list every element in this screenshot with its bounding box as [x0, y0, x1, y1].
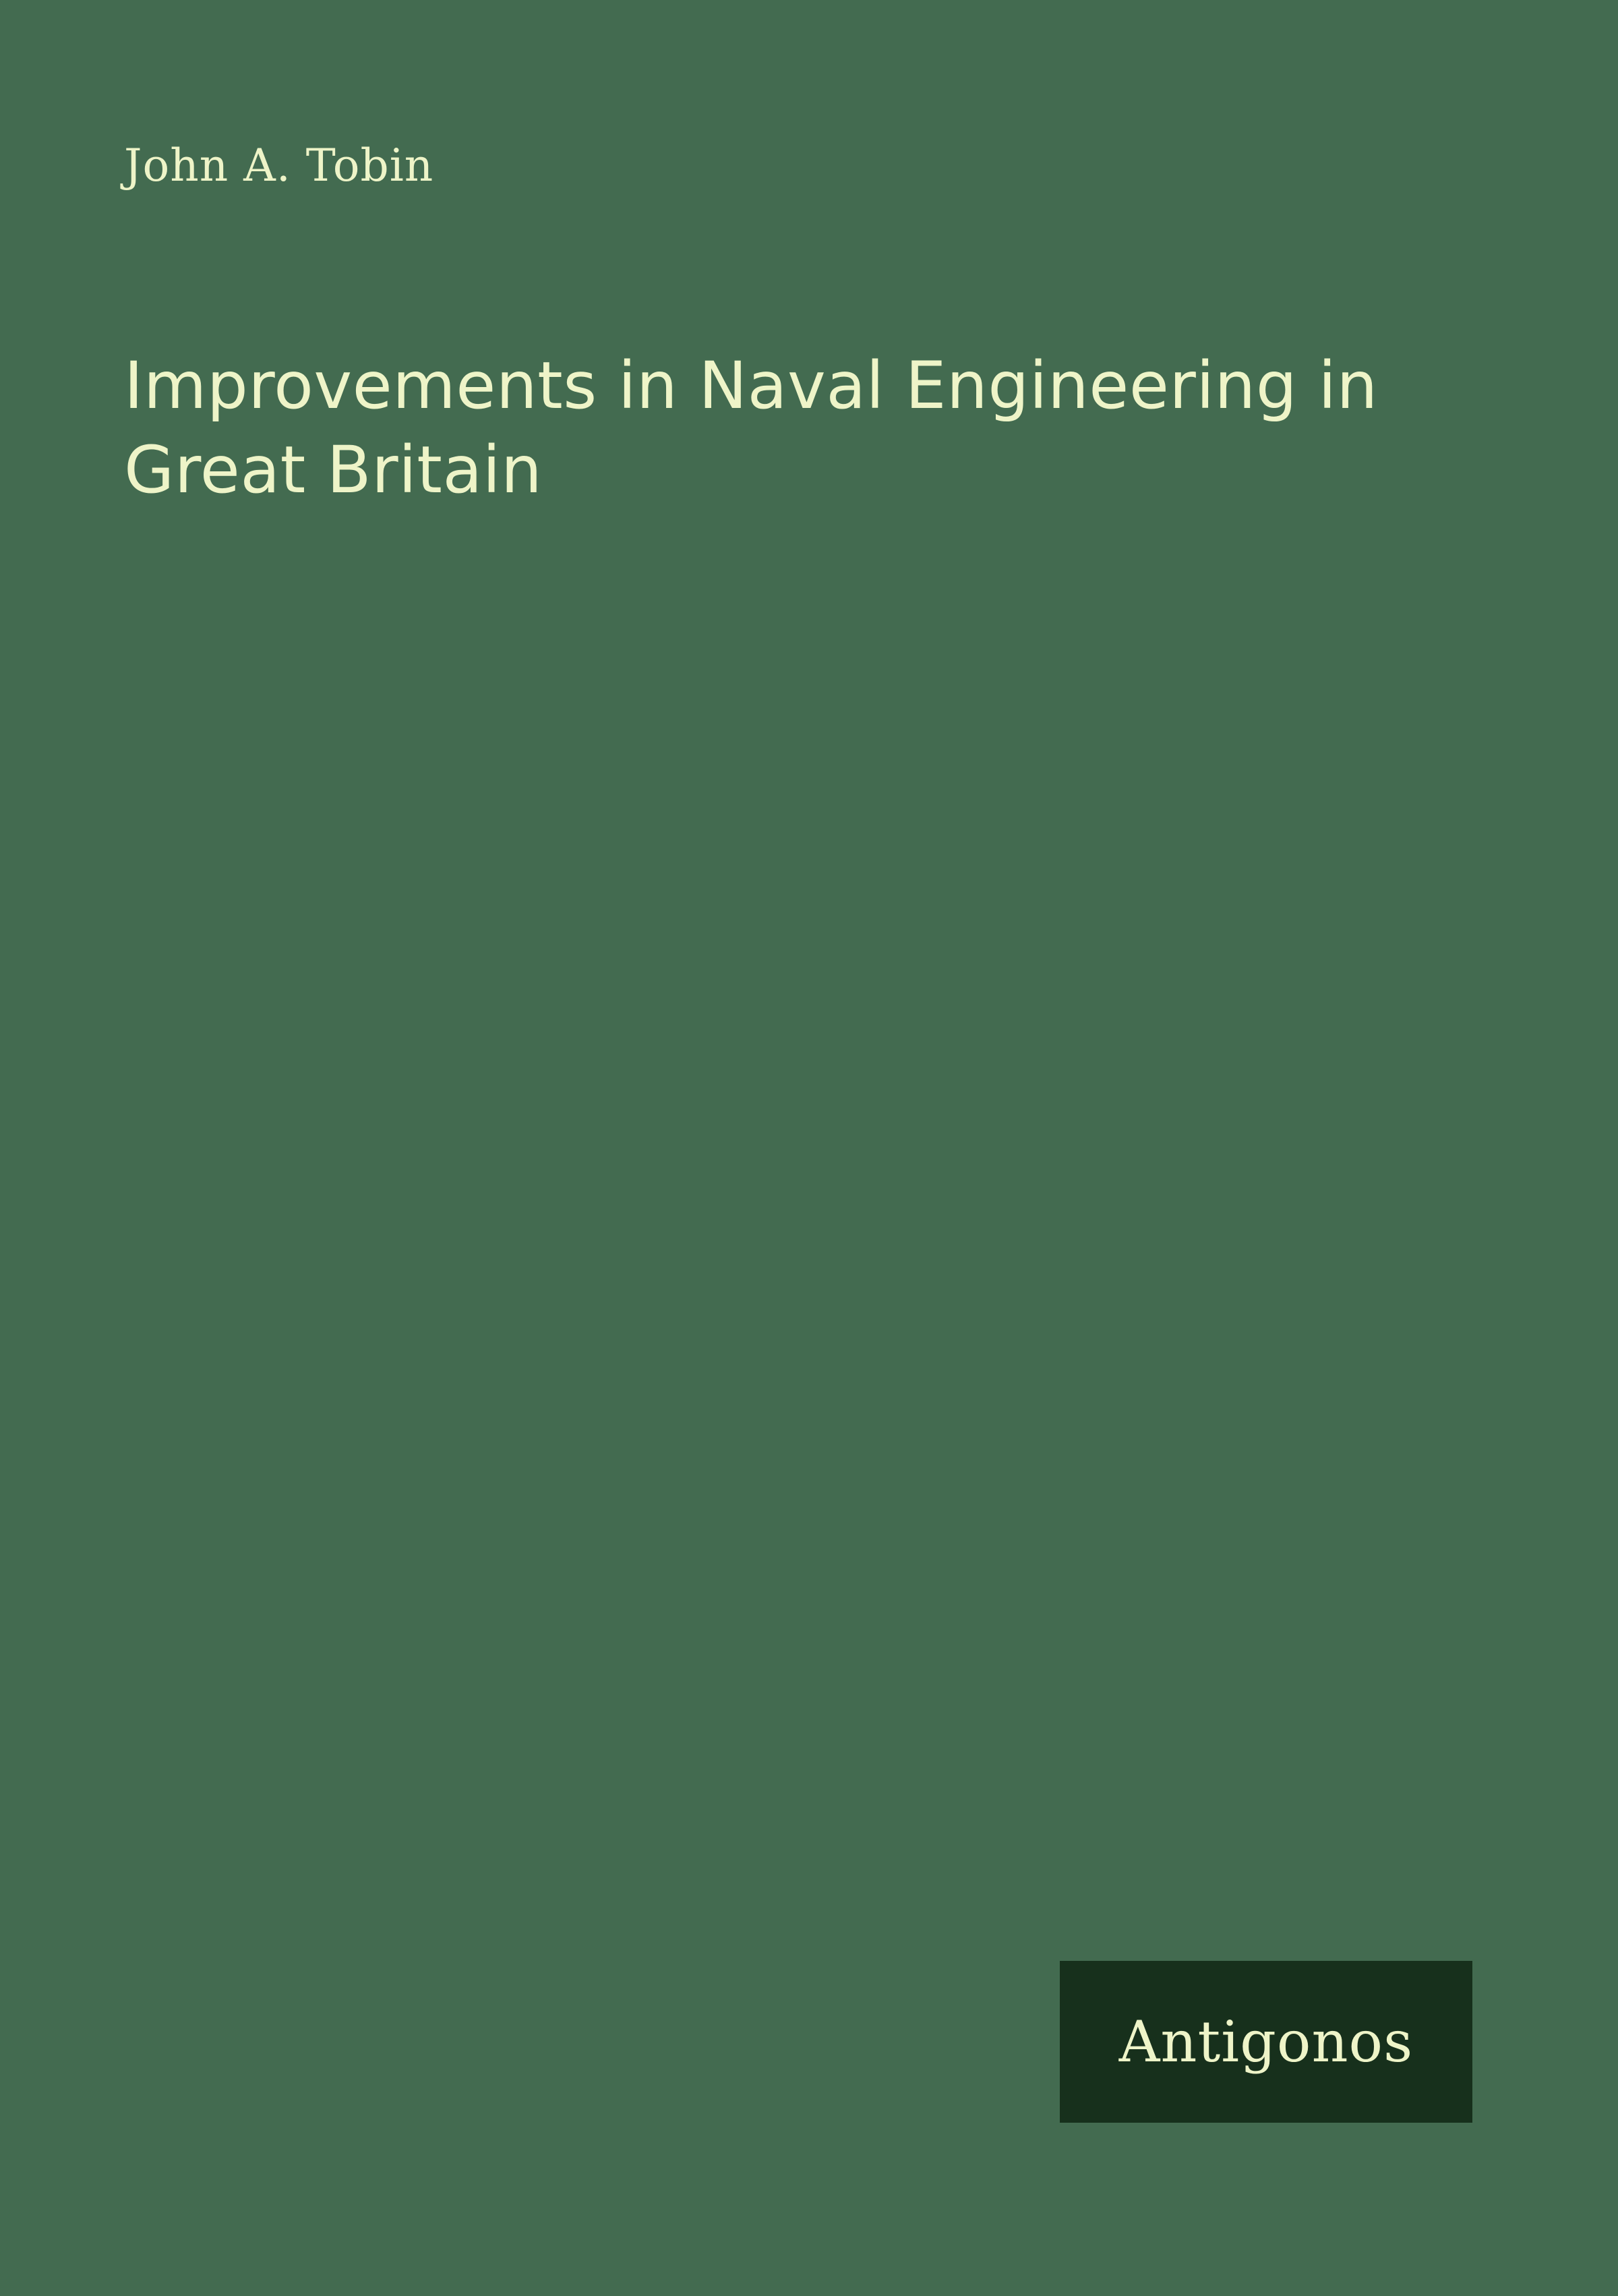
publisher-badge: [1060, 1961, 1472, 2123]
book-title: Improvements in Naval Engineering in Great Britain: [124, 348, 1378, 508]
publisher-name: Antigonos: [1118, 2009, 1414, 2075]
author-name: John A. Tobin: [124, 140, 434, 192]
